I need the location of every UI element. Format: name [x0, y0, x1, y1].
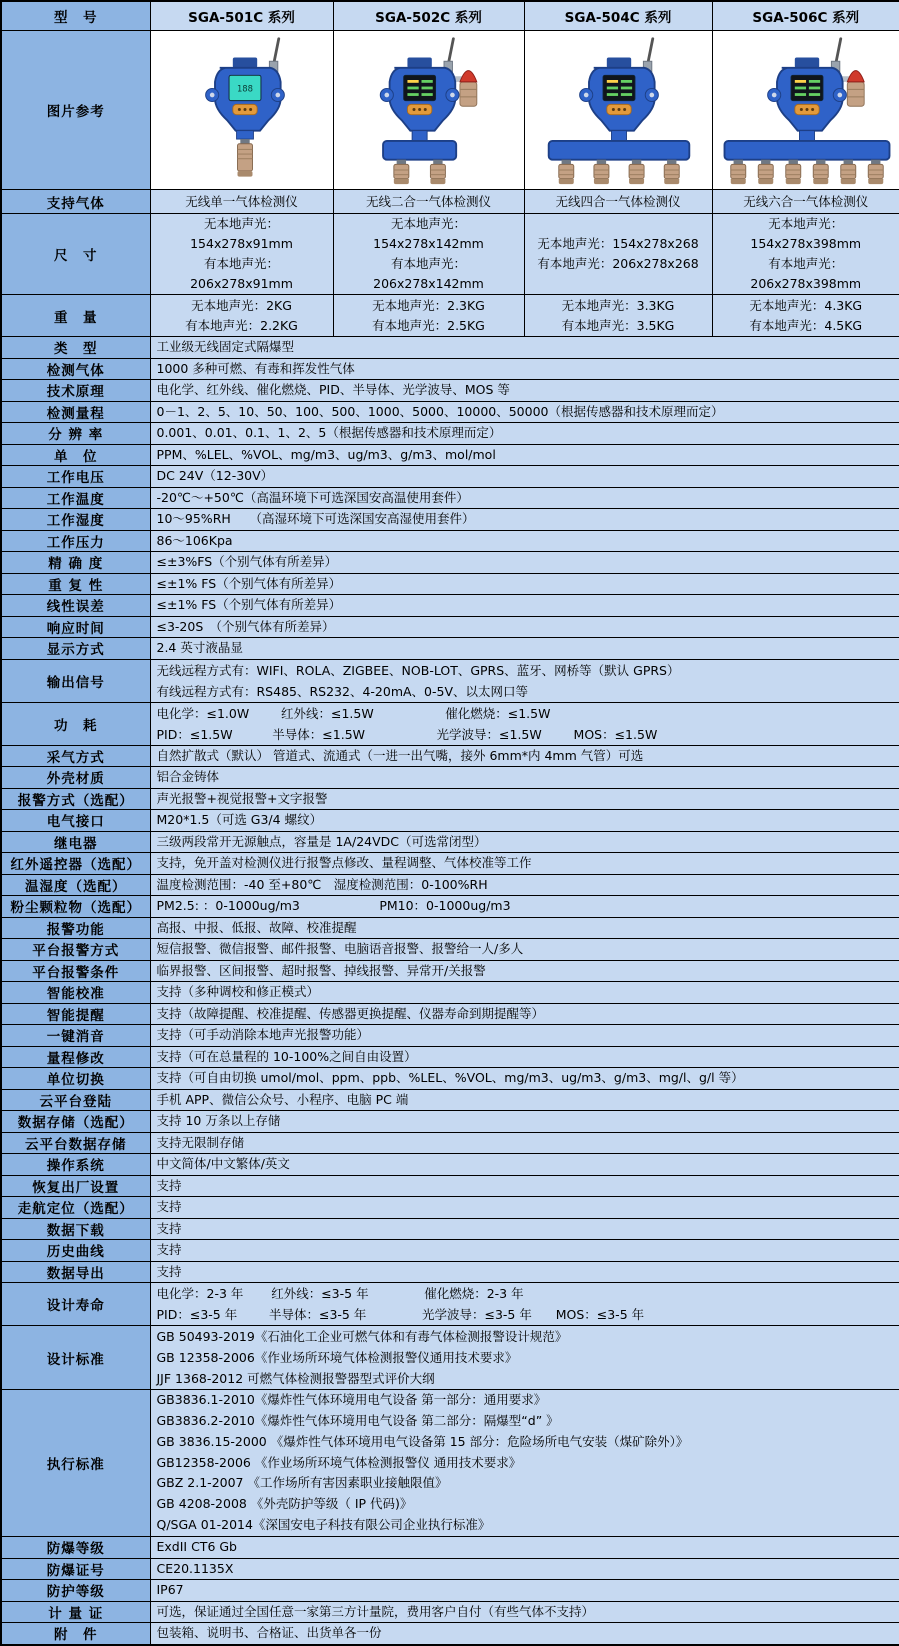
spec-value-line: 支持	[157, 1219, 894, 1240]
spec-row-label: 附 件	[1, 1623, 150, 1645]
spec-row-value	[150, 1025, 899, 1047]
device-image-sga-504c	[524, 31, 712, 190]
spec-row	[1, 896, 899, 918]
spec-value-line: 温度检测范围：-40 至+80℃ 湿度检测范围：0-100%RH	[157, 875, 894, 896]
spec-value-line: 2.4 英寸液晶显	[157, 638, 894, 659]
supported-gas-value: 无线单一气体检测仪	[150, 190, 333, 214]
spec-row-value	[150, 939, 899, 961]
spec-value-line: 三级两段常开无源触点，容量是 1A/24VDC（可选常闭型）	[157, 832, 894, 853]
spec-row-label: 数据导出	[1, 1261, 150, 1283]
spec-row	[1, 1197, 899, 1219]
spec-row-value	[150, 1326, 899, 1390]
spec-row	[1, 874, 899, 896]
spec-row	[1, 638, 899, 660]
spec-row-label: 单 位	[1, 444, 150, 466]
spec-row	[1, 1025, 899, 1047]
spec-row-value	[150, 509, 899, 531]
spec-value-line: ≤3-20S （个别气体有所差异）	[157, 617, 894, 638]
spec-value-line: 支持 10 万条以上存储	[157, 1111, 894, 1132]
spec-row	[1, 552, 899, 574]
device-illustration	[335, 35, 523, 185]
spec-row	[1, 810, 899, 832]
spec-value-line: GB12358-2006 《作业场所环境气体检测报警仪 通用技术要求》	[157, 1453, 894, 1474]
spec-row	[1, 1154, 899, 1176]
weight-value: 无本地声光：2KG 有本地声光：2.2KG	[150, 295, 333, 337]
spec-row-label: 单位切换	[1, 1068, 150, 1090]
spec-row-label: 平台报警条件	[1, 960, 150, 982]
spec-row	[1, 982, 899, 1004]
spec-row-label: 执行标准	[1, 1390, 150, 1537]
spec-value-line: GB 12358-2006《作业场所环境气体检测报警仪通用技术要求》	[157, 1347, 894, 1368]
spec-row-label: 云平台登陆	[1, 1089, 150, 1111]
spec-row	[1, 466, 899, 488]
spec-row-value	[150, 530, 899, 552]
spec-value-line: 中文简体/中文繁体/英文	[157, 1154, 894, 1175]
spec-value-line: 可选，保证通过全国任意一家第三方计量院，费用客户自付（有些气体不支持）	[157, 1602, 894, 1623]
model-header-row	[1, 1, 899, 31]
spec-row	[1, 1580, 899, 1602]
spec-row-label: 历史曲线	[1, 1240, 150, 1262]
spec-row	[1, 939, 899, 961]
spec-row-value	[150, 444, 899, 466]
spec-row-value	[150, 466, 899, 488]
spec-row	[1, 745, 899, 767]
spec-row-label: 采气方式	[1, 745, 150, 767]
spec-value-line: 1000 多种可燃、有毒和挥发性气体	[157, 359, 894, 380]
spec-value-line: PID：≤3-5 年 半导体：≤3-5 年 光学波导：≤3-5 年 MOS：≤3-5 年	[157, 1304, 894, 1325]
spec-value-line: 高报、中报、低报、故障、校准提醒	[157, 918, 894, 939]
model-name: SGA-501C 系列	[150, 1, 333, 31]
spec-row-value	[150, 788, 899, 810]
spec-value-line: ≤±1% FS（个别气体有所差异）	[157, 574, 894, 595]
spec-row-value	[150, 1580, 899, 1602]
spec-row-label: 工作压力	[1, 530, 150, 552]
size-value: 无本地声光：154x278x142mm 有本地声光：206x278x142mm	[333, 214, 524, 295]
spec-row	[1, 1537, 899, 1559]
spec-row-value	[150, 896, 899, 918]
spec-row-value	[150, 487, 899, 509]
spec-row-label: 温湿度（选配）	[1, 874, 150, 896]
spec-row-value	[150, 380, 899, 402]
spec-value-line: 0.001、0.01、0.1、1、2、5（根据传感器和技术原理而定）	[157, 423, 894, 444]
spec-row-value	[150, 1132, 899, 1154]
spec-row	[1, 1326, 899, 1390]
spec-row-label: 计 量 证	[1, 1601, 150, 1623]
weight-row	[1, 295, 899, 337]
spec-row-value	[150, 810, 899, 832]
spec-value-line: 支持	[157, 1197, 894, 1218]
model-name: SGA-502C 系列	[333, 1, 524, 31]
image-row	[1, 31, 899, 190]
spec-row-value	[150, 960, 899, 982]
spec-row	[1, 509, 899, 531]
spec-row	[1, 1003, 899, 1025]
spec-row	[1, 853, 899, 875]
spec-value-line: M20*1.5（可选 G3/4 螺纹）	[157, 810, 894, 831]
spec-value-line: GB 50493-2019《石油化工企业可燃气体和有毒气体检测报警设计规范》	[157, 1326, 894, 1347]
model-name: SGA-506C 系列	[712, 1, 899, 31]
spec-row	[1, 831, 899, 853]
spec-row-label: 分 辨 率	[1, 423, 150, 445]
spec-row-value	[150, 853, 899, 875]
model-header-label: 型 号	[1, 1, 150, 31]
spec-row-label: 量程修改	[1, 1046, 150, 1068]
spec-value-line: 手机 APP、微信公众号、小程序、电脑 PC 端	[157, 1090, 894, 1111]
spec-row-value	[150, 917, 899, 939]
spec-row-value	[150, 1068, 899, 1090]
spec-value-line: IP67	[157, 1580, 894, 1601]
spec-row-label: 响应时间	[1, 616, 150, 638]
spec-row-label: 检测气体	[1, 358, 150, 380]
spec-value-line: 支持（故障提醒、校准提醒、传感器更换提醒、仪器寿命到期提醒等）	[157, 1004, 894, 1025]
spec-row-label: 防爆证号	[1, 1558, 150, 1580]
spec-row-value	[150, 337, 899, 359]
spec-row-value	[150, 1261, 899, 1283]
image-row-label: 图片参考	[1, 31, 150, 190]
device-image-sga-502c	[333, 31, 524, 190]
spec-row	[1, 917, 899, 939]
spec-row	[1, 1132, 899, 1154]
spec-value-line: 支持	[157, 1262, 894, 1283]
spec-row-value	[150, 1623, 899, 1645]
supported-gas-row	[1, 190, 899, 214]
spec-row	[1, 1558, 899, 1580]
spec-row-value	[150, 1390, 899, 1537]
spec-value-line: 支持（可手动消除本地声光报警功能）	[157, 1025, 894, 1046]
spec-value-line: 电化学：≤1.0W 红外线：≤1.5W 催化燃烧：≤1.5W	[157, 703, 894, 724]
spec-row-label: 输出信号	[1, 659, 150, 702]
spec-value-line: 工业级无线固定式隔爆型	[157, 337, 894, 358]
spec-row-label: 报警功能	[1, 917, 150, 939]
spec-row-label: 显示方式	[1, 638, 150, 660]
spec-row	[1, 401, 899, 423]
spec-row-value	[150, 358, 899, 380]
spec-row	[1, 1046, 899, 1068]
spec-row-value	[150, 401, 899, 423]
size-label: 尺 寸	[1, 214, 150, 295]
supported-gas-value: 无线四合一气体检测仪	[524, 190, 712, 214]
spec-row-value	[150, 1558, 899, 1580]
spec-value-line: GBZ 2.1-2007 《工作场所有害因素职业接触限值》	[157, 1473, 894, 1494]
spec-value-line: 无线远程方式有：WIFI、ROLA、ZIGBEE、NOB-LOT、GPRS、蓝牙、网桥等（默认 GPRS）	[157, 660, 894, 681]
spec-row	[1, 444, 899, 466]
spec-value-line: 支持	[157, 1240, 894, 1261]
weight-value: 无本地声光：4.3KG 有本地声光：4.5KG	[712, 295, 899, 337]
size-value: 无本地声光：154x278x268 有本地声光：206x278x268	[524, 214, 712, 295]
spec-row-value	[150, 1240, 899, 1262]
spec-row-label: 走航定位（选配）	[1, 1197, 150, 1219]
spec-value-line: 10～95%RH （高湿环境下可选深国安高湿使用套件）	[157, 509, 894, 530]
supported-gas-label: 支持气体	[1, 190, 150, 214]
spec-value-line: 包装箱、说明书、合格证、出货单各一份	[157, 1623, 894, 1644]
spec-row	[1, 702, 899, 745]
spec-row-label: 工作湿度	[1, 509, 150, 531]
spec-row	[1, 337, 899, 359]
spec-row-label: 工作温度	[1, 487, 150, 509]
spec-row-label: 线性误差	[1, 595, 150, 617]
spec-row-value	[150, 1218, 899, 1240]
spec-row	[1, 1240, 899, 1262]
spec-row-value	[150, 831, 899, 853]
spec-row-value	[150, 1003, 899, 1025]
spec-row-value	[150, 1175, 899, 1197]
spec-row-value	[150, 1089, 899, 1111]
weight-value: 无本地声光：3.3KG 有本地声光：3.5KG	[524, 295, 712, 337]
spec-row-value	[150, 767, 899, 789]
spec-row-label: 智能提醒	[1, 1003, 150, 1025]
device-image-sga-506c	[712, 31, 899, 190]
spec-value-line: GB 4208-2008 《外壳防护等级（ IP 代码)》	[157, 1494, 894, 1515]
spec-value-line: 短信报警、微信报警、邮件报警、电脑语音报警、报警给一人/多人	[157, 939, 894, 960]
spec-value-line: 临界报警、区间报警、超时报警、掉线报警、异常开/关报警	[157, 961, 894, 982]
spec-value-line: 电化学、红外线、催化燃烧、PID、半导体、光学波导、MOS 等	[157, 380, 894, 401]
spec-value-line: PM2.5: ：0-1000ug/m3 PM10：0-1000ug/m3	[157, 896, 894, 917]
spec-row-label: 防爆等级	[1, 1537, 150, 1559]
spec-value-line: -20℃～+50℃（高温环境下可选深国安高温使用套件）	[157, 488, 894, 509]
spec-row-label: 技术原理	[1, 380, 150, 402]
spec-row-label: 类 型	[1, 337, 150, 359]
svg-text:188: 188	[236, 83, 252, 93]
spec-row-value	[150, 874, 899, 896]
spec-row-value	[150, 1283, 899, 1326]
spec-row-label: 继电器	[1, 831, 150, 853]
spec-row-label: 外壳材质	[1, 767, 150, 789]
spec-row-label: 功 耗	[1, 702, 150, 745]
spec-row	[1, 788, 899, 810]
spec-row	[1, 1068, 899, 1090]
spec-row	[1, 1623, 899, 1645]
spec-row-value	[150, 1046, 899, 1068]
spec-row	[1, 358, 899, 380]
spec-value-line: 声光报警+视觉报警+文字报警	[157, 789, 894, 810]
spec-value-line: GB3836.1-2010《爆炸性气体环境用电气设备 第一部分：通用要求》	[157, 1390, 894, 1411]
supported-gas-value: 无线二合一气体检测仪	[333, 190, 524, 214]
weight-label: 重 量	[1, 295, 150, 337]
spec-row	[1, 960, 899, 982]
spec-row-value	[150, 982, 899, 1004]
spec-row	[1, 380, 899, 402]
spec-row-label: 恢复出厂设置	[1, 1175, 150, 1197]
spec-row-label: 一键消音	[1, 1025, 150, 1047]
spec-value-line: 支持	[157, 1176, 894, 1197]
spec-value-line: 电化学：2-3 年 红外线：≤3-5 年 催化燃烧：2-3 年	[157, 1283, 894, 1304]
spec-row	[1, 616, 899, 638]
spec-row	[1, 1390, 899, 1537]
spec-row-label: 检测量程	[1, 401, 150, 423]
spec-row	[1, 595, 899, 617]
spec-row-value	[150, 573, 899, 595]
spec-value-line: CE20.1135X	[157, 1559, 894, 1580]
spec-value-line: 自然扩散式（默认） 管道式、流通式（一进一出气嘴，接外 6mm*内 4mm 气管）可选	[157, 746, 894, 767]
spec-value-line: Q/SGA 01-2014《深国安电子科技有限公司企业执行标准》	[157, 1515, 894, 1536]
spec-row-label: 设计寿命	[1, 1283, 150, 1326]
spec-row-value	[150, 659, 899, 702]
spec-row-value	[150, 552, 899, 574]
spec-row-label: 操作系统	[1, 1154, 150, 1176]
spec-value-line: PPM、%LEL、%VOL、mg/m3、ug/m3、g/m3、mol/mol	[157, 445, 894, 466]
spec-row-value	[150, 745, 899, 767]
spec-row-label: 重 复 性	[1, 573, 150, 595]
spec-row	[1, 1089, 899, 1111]
spec-value-line: ExdII CT6 Gb	[157, 1537, 894, 1558]
spec-row-label: 数据存储（选配）	[1, 1111, 150, 1133]
spec-row-value	[150, 1154, 899, 1176]
spec-value-line: JJF 1368-2012 可燃气体检测报警器型式评价大纲	[157, 1368, 894, 1389]
spec-value-line: 铝合金铸体	[157, 767, 894, 788]
spec-value-line: 支持（可在总量程的 10-100%之间自由设置）	[157, 1047, 894, 1068]
spec-row-label: 智能校准	[1, 982, 150, 1004]
spec-row-value	[150, 616, 899, 638]
spec-value-line: 支持（多种调校和修正模式）	[157, 982, 894, 1003]
spec-row	[1, 423, 899, 445]
spec-row-label: 云平台数据存储	[1, 1132, 150, 1154]
spec-value-line: ≤±1% FS（个别气体有所差异）	[157, 595, 894, 616]
weight-value: 无本地声光：2.3KG 有本地声光：2.5KG	[333, 295, 524, 337]
spec-row-label: 红外遥控器（选配）	[1, 853, 150, 875]
spec-row	[1, 1218, 899, 1240]
spec-row-value	[150, 595, 899, 617]
device-illustration	[151, 35, 334, 185]
spec-row-label: 数据下载	[1, 1218, 150, 1240]
model-name: SGA-504C 系列	[524, 1, 712, 31]
spec-row-label: 工作电压	[1, 466, 150, 488]
spec-value-line: 有线远程方式有：RS485、RS232、4-20mA、0-5V、以太网口等	[157, 681, 894, 702]
spec-value-line: 支持，免开盖对检测仪进行报警点修改、量程调整、气体校准等工作	[157, 853, 894, 874]
spec-row-value	[150, 702, 899, 745]
spec-value-line: GB3836.2-2010《爆炸性气体环境用电气设备 第二部分：隔爆型“d” 》	[157, 1411, 894, 1432]
spec-row	[1, 1601, 899, 1623]
spec-row-value	[150, 1537, 899, 1559]
spec-row-value	[150, 423, 899, 445]
spec-value-line: DC 24V（12-30V）	[157, 466, 894, 487]
spec-row	[1, 573, 899, 595]
spec-row-label: 精 确 度	[1, 552, 150, 574]
spec-row-value	[150, 1197, 899, 1219]
spec-row	[1, 767, 899, 789]
spec-row-value	[150, 1111, 899, 1133]
spec-row-label: 报警方式（选配）	[1, 788, 150, 810]
spec-value-line: 86～106Kpa	[157, 531, 894, 552]
device-image-sga-501c	[150, 31, 333, 190]
spec-row-value	[150, 1601, 899, 1623]
size-value: 无本地声光：154x278x398mm 有本地声光：206x278x398mm	[712, 214, 899, 295]
spec-value-line: 0－1、2、5、10、50、100、500、1000、5000、10000、50000（根据传感器和技术原理而定）	[157, 402, 894, 423]
size-value: 无本地声光：154x278x91mm 有本地声光：206x278x91mm	[150, 214, 333, 295]
spec-row-label: 电气接口	[1, 810, 150, 832]
spec-row-label: 粉尘颗粒物（选配）	[1, 896, 150, 918]
spec-row	[1, 487, 899, 509]
device-illustration	[525, 35, 713, 185]
spec-value-line: 支持（可自由切换 umol/mol、ppm、ppb、%LEL、%VOL、mg/m3、ug/m3、g/m3、mg/l、g/l 等）	[157, 1068, 894, 1089]
spec-value-line: 支持无限制存储	[157, 1133, 894, 1154]
spec-row	[1, 530, 899, 552]
spec-value-line: PID：≤1.5W 半导体：≤1.5W 光学波导：≤1.5W MOS：≤1.5W	[157, 724, 894, 745]
spec-row	[1, 1261, 899, 1283]
size-row	[1, 214, 899, 295]
spec-row	[1, 1111, 899, 1133]
spec-row-value	[150, 638, 899, 660]
spec-row-label: 设计标准	[1, 1326, 150, 1390]
device-illustration	[713, 35, 899, 185]
spec-value-line: ≤±3%FS（个别气体有所差异）	[157, 552, 894, 573]
spec-row	[1, 1283, 899, 1326]
spec-row	[1, 659, 899, 702]
spec-row	[1, 1175, 899, 1197]
spec-row-label: 防护等级	[1, 1580, 150, 1602]
supported-gas-value: 无线六合一气体检测仪	[712, 190, 899, 214]
spec-value-line: GB 3836.15-2000 《爆炸性气体环境用电气设备第 15 部分：危险场所电气安装（煤矿除外）》	[157, 1432, 894, 1453]
spec-row-label: 平台报警方式	[1, 939, 150, 961]
